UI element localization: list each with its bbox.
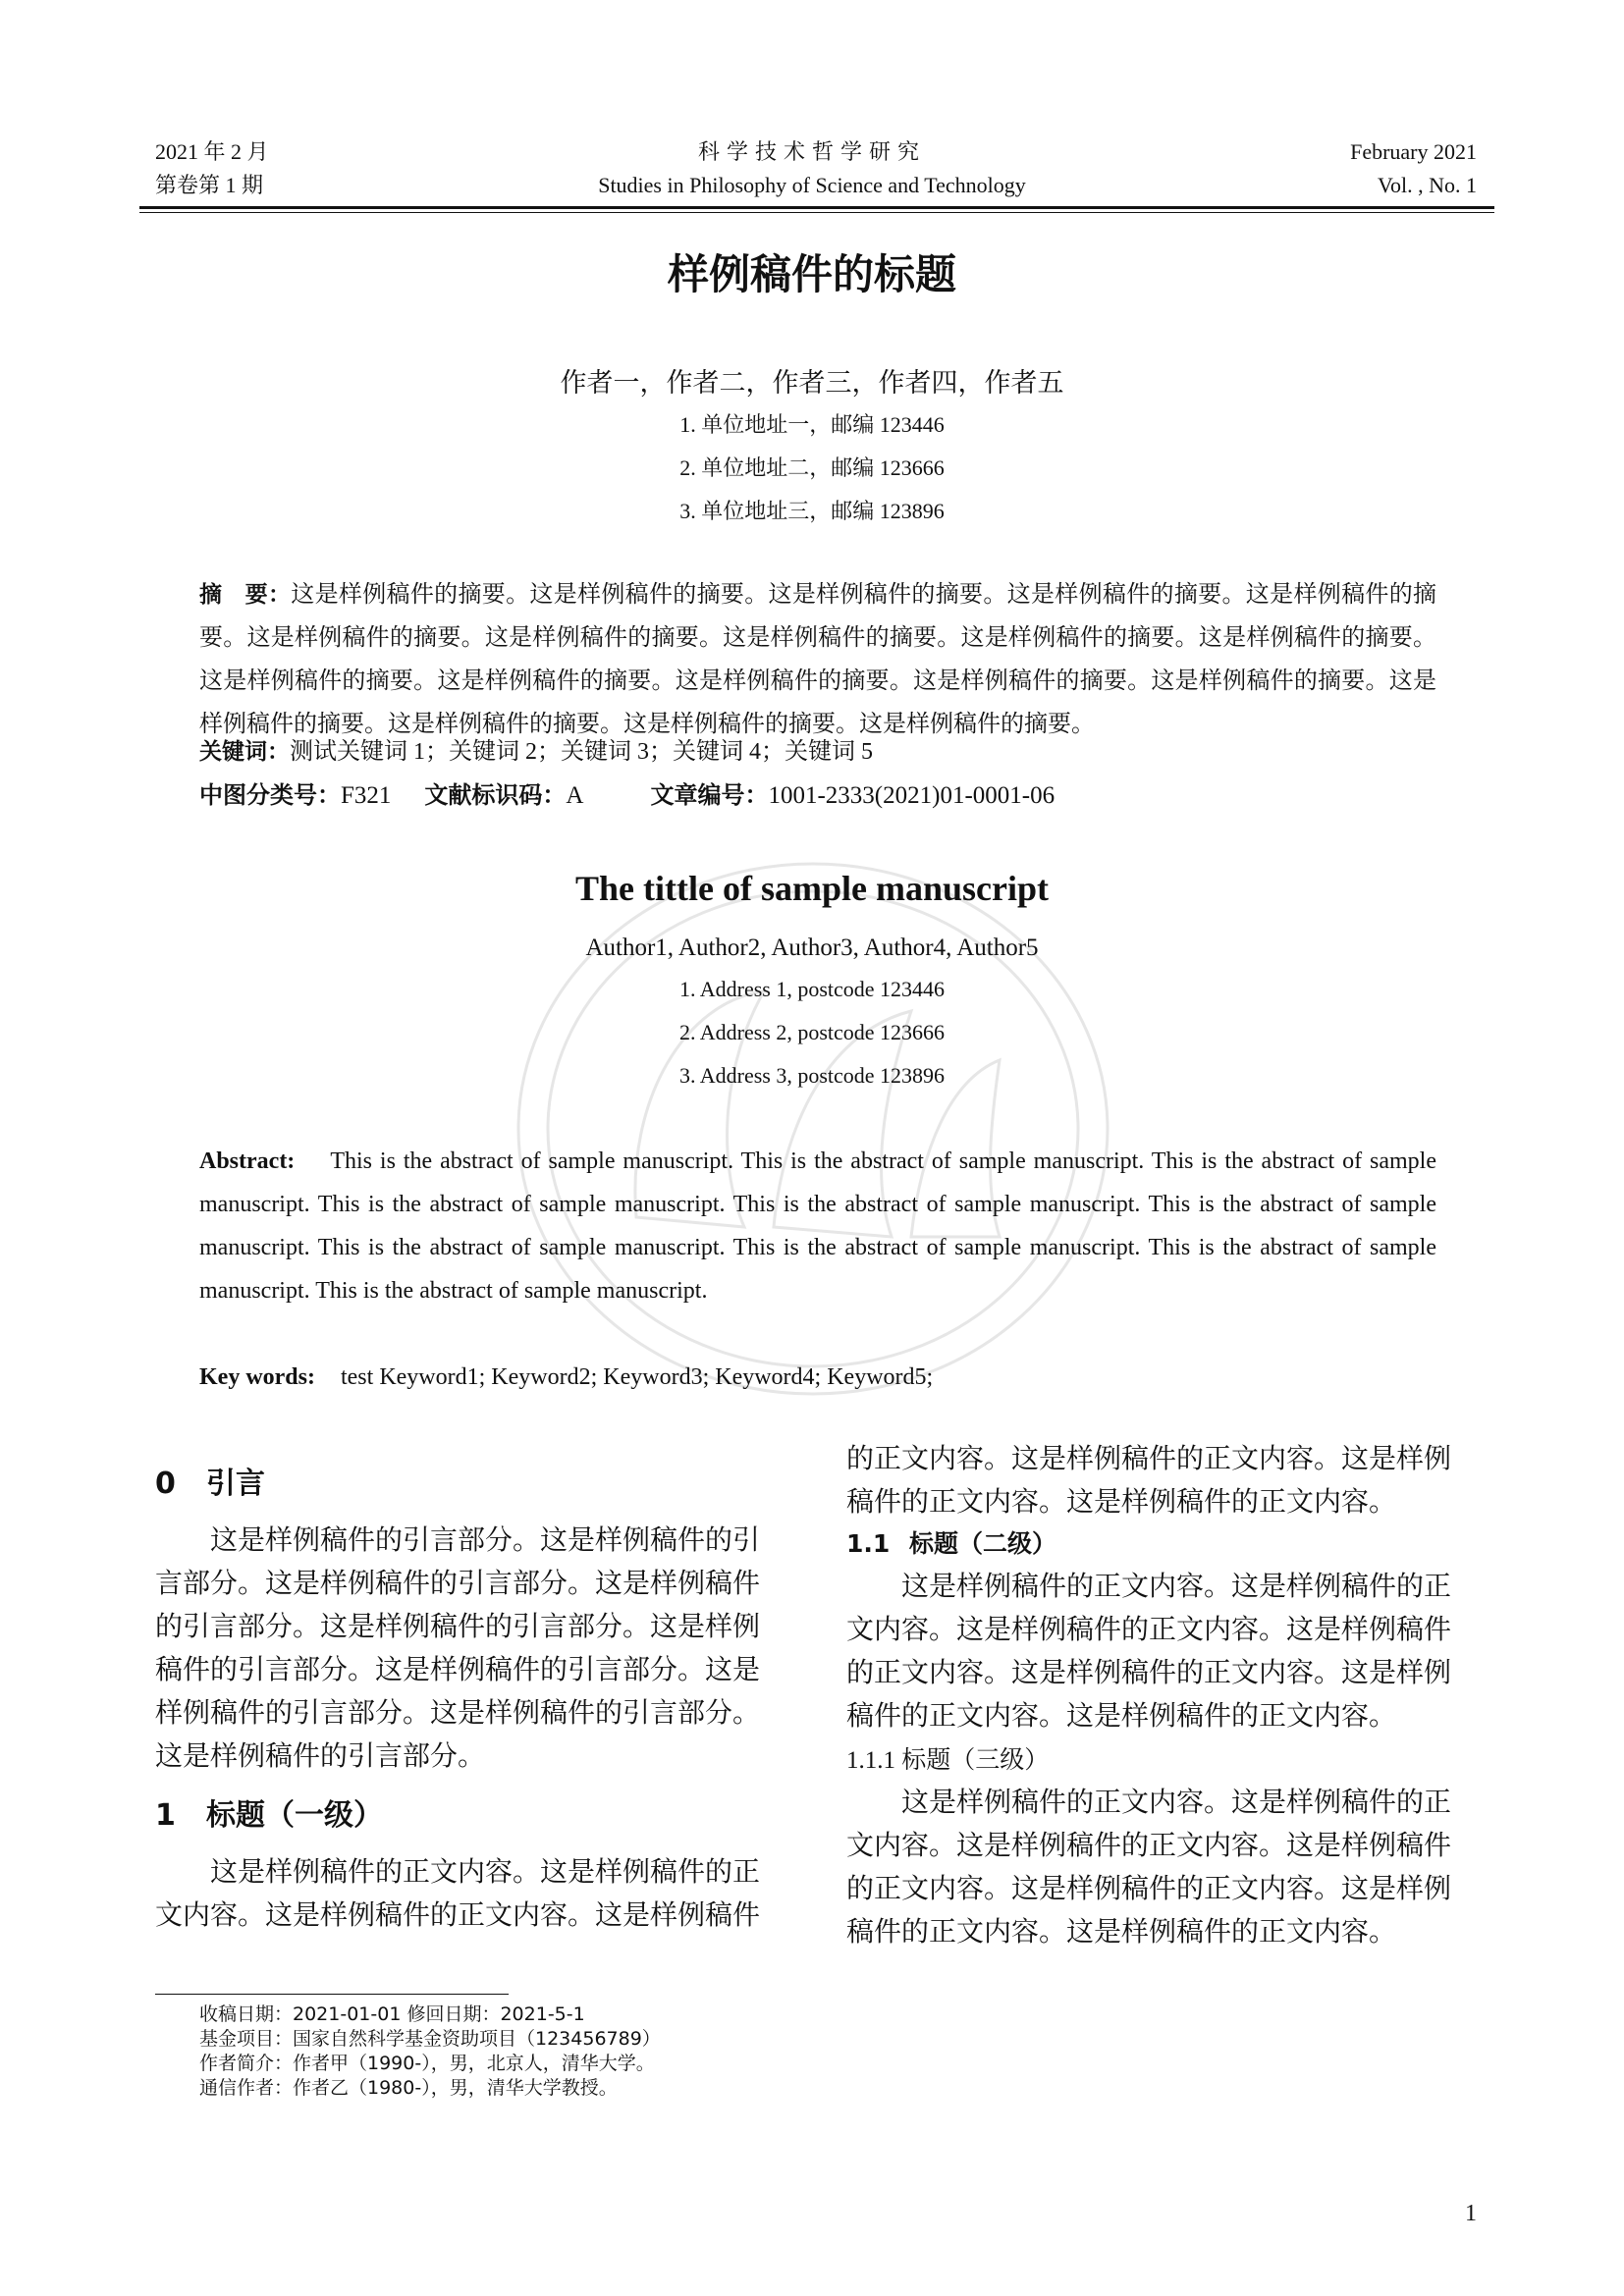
body-column-left (155, 1463, 788, 1938)
section-heading-1 (155, 1794, 788, 1838)
section-1-1-1-paragraph (846, 1782, 1480, 1954)
section-heading-1-1-1: 1.1.1 标题（三级） (846, 1747, 1050, 1774)
text-line: 这是样例稿件的正文内容。这是样例稿件的正 (901, 1788, 1452, 1818)
doc-code-value: A (566, 782, 584, 809)
keywords-en (199, 1356, 1436, 1399)
journal-name-en: Studies in Philosophy of Science and Technology (598, 173, 1026, 197)
footnote-author-bio: 作者简介：作者甲（1990-），男，北京人，清华大学。 (199, 2053, 655, 2074)
footnotes (199, 2002, 661, 2101)
section-1-paragraph (155, 1851, 788, 1938)
abstract-cn (199, 573, 1436, 746)
section-title: 引言 (206, 1467, 265, 1501)
abstract-cn-label: 摘 要： (199, 582, 292, 608)
text-line: 文内容。这是样例稿件的正文内容。这是样例稿件 (155, 1900, 761, 1931)
header-rule-thick (139, 206, 1494, 209)
paper-title-en: The tittle of sample manuscript (575, 869, 1049, 908)
text-line: 文内容。这是样例稿件的正文内容。这是样例稿件 (846, 1831, 1452, 1861)
keywords-cn-text: 测试关键词 1；关键词 2；关键词 3；关键词 4；关键词 5 (290, 739, 873, 765)
section-number: 1 (155, 1798, 176, 1833)
footnote-received: 收稿日期：2021-01-01 修回日期：2021-5-1 (199, 2003, 585, 2025)
text-line: 这是样例稿件的正文内容。这是样例稿件的正 (210, 1857, 761, 1888)
text-line: 样例稿件的引言部分。这是样例稿件的引言部分。 (155, 1698, 761, 1729)
keywords-en-text: test Keyword1; Keyword2; Keyword3; Keyword4; Keyword5; (340, 1364, 934, 1390)
text-line: 的引言部分。这是样例稿件的引言部分。这是样例 (155, 1612, 761, 1642)
section-title: 标题（二级） (909, 1529, 1057, 1558)
affiliation-en-1: 1. Address 1, postcode 123446 (678, 977, 946, 1001)
text-line: 文内容。这是样例稿件的正文内容。这是样例稿件 (846, 1615, 1452, 1645)
keywords-en-label: Key words: (199, 1364, 315, 1390)
header-issue-cn: 第卷第 1 期 (155, 173, 264, 197)
article-id-label: 文章编号： (650, 781, 769, 809)
section-heading-intro (155, 1463, 788, 1506)
text-line: 这是样例稿件的引言部分。 (155, 1741, 486, 1772)
header-center (442, 135, 1182, 202)
page-number: 1 (1465, 2201, 1477, 2226)
affiliation-cn-1: 1. 单位地址一，邮编 123446 (679, 412, 945, 437)
section-number: 0 (155, 1467, 176, 1501)
section-title: 标题（一级） (206, 1798, 383, 1833)
text-line: 这是样例稿件的引言部分。这是样例稿件的引 (210, 1525, 761, 1556)
clc-label: 中图分类号： (199, 781, 341, 809)
header-left (155, 135, 269, 202)
doc-code-label: 文献标识码： (424, 781, 567, 809)
text-line: 稿件的引言部分。这是样例稿件的引言部分。这是 (155, 1655, 761, 1685)
footnote-corresponding: 通信作者：作者乙（1980-），男，清华大学教授。 (199, 2077, 618, 2099)
header-date-en: February 2021 (1350, 139, 1477, 164)
authors-en: Author1, Author2, Author3, Author4, Author5 (585, 934, 1039, 961)
authors-cn: 作者一，作者二，作者三，作者四，作者五 (560, 368, 1064, 398)
section-number: 1.1 (846, 1529, 891, 1558)
header-right (1350, 135, 1477, 202)
footnote-funding: 基金项目：国家自然科学基金资助项目（123456789） (199, 2028, 661, 2050)
section-1-1-paragraph (846, 1566, 1480, 1738)
classification-line (199, 774, 1436, 818)
text-line: 稿件的正文内容。这是样例稿件的正文内容。 (846, 1701, 1397, 1732)
section-heading-1-1 (846, 1526, 1480, 1562)
abstract-cn-text: 这是样例稿件的摘要。这是样例稿件的摘要。这是样例稿件的摘要。这是样例稿件的摘要。这是样例稿件的摘要。这是样例稿件的摘要。这是样例稿件的摘要。这是样例稿件的摘要。这是样例稿件的摘要。这是样例稿件的摘要。这是样例稿件的摘要。这是样例稿件的摘要。这是样例稿件的摘要。这是样例稿件的摘要。这是样例稿件的摘要。这是样例稿件的摘要。这是样例稿件的摘要。这是样例稿件的摘要。这是样例稿件的摘要。 (199, 582, 1437, 737)
keywords-cn-label: 关键词： (199, 739, 290, 765)
abstract-en-text: This is the abstract of sample manuscript. This is the abstract of sample manuscript. This is the abstract of sample manuscript. This is the abstract of sample manuscript. This is the abstract of sample manuscript. This is the abstract of sample manuscript. This is the abstract of sample manuscript. This is the abstract of sample manuscript. This is the abstract of sample manuscript. This is the abstract of sample manuscript. (199, 1148, 1436, 1304)
affiliation-cn-2: 2. 单位地址二，邮编 123666 (679, 455, 945, 480)
text-line: 这是样例稿件的正文内容。这是样例稿件的正 (901, 1572, 1452, 1602)
clc-value: F321 (341, 782, 392, 809)
abstract-en (199, 1140, 1436, 1312)
affiliation-en-3: 3. Address 3, postcode 123896 (678, 1063, 946, 1088)
header-rule-thin (139, 212, 1494, 213)
text-line: 的正文内容。这是样例稿件的正文内容。这是样例 (846, 1658, 1452, 1688)
footnote-rule (155, 1994, 509, 1995)
abstract-en-label: Abstract: (199, 1148, 296, 1174)
intro-paragraph (155, 1520, 788, 1779)
paper-title-cn: 样例稿件的标题 (667, 250, 956, 298)
text-line: 言部分。这是样例稿件的引言部分。这是样例稿件 (155, 1569, 761, 1599)
continued-paragraph (846, 1438, 1480, 1524)
header-date-cn: 2021 年 2 月 (155, 139, 269, 164)
text-line: 稿件的正文内容。这是样例稿件的正文内容。 (846, 1487, 1397, 1518)
keywords-cn (199, 730, 1436, 774)
text-line: 的正文内容。这是样例稿件的正文内容。这是样例 (846, 1874, 1452, 1904)
affiliation-en-2: 2. Address 2, postcode 123666 (678, 1020, 946, 1044)
header-issue-en: Vol. , No. 1 (1377, 173, 1477, 197)
body-column-right (846, 1438, 1480, 1954)
text-line: 的正文内容。这是样例稿件的正文内容。这是样例 (846, 1444, 1452, 1474)
text-line: 稿件的正文内容。这是样例稿件的正文内容。 (846, 1917, 1397, 1948)
affiliation-cn-3: 3. 单位地址三，邮编 123896 (679, 499, 945, 523)
article-id-value: 1001-2333(2021)01-0001-06 (768, 782, 1056, 809)
journal-name-cn: 科学技术哲学研究 (697, 139, 926, 164)
